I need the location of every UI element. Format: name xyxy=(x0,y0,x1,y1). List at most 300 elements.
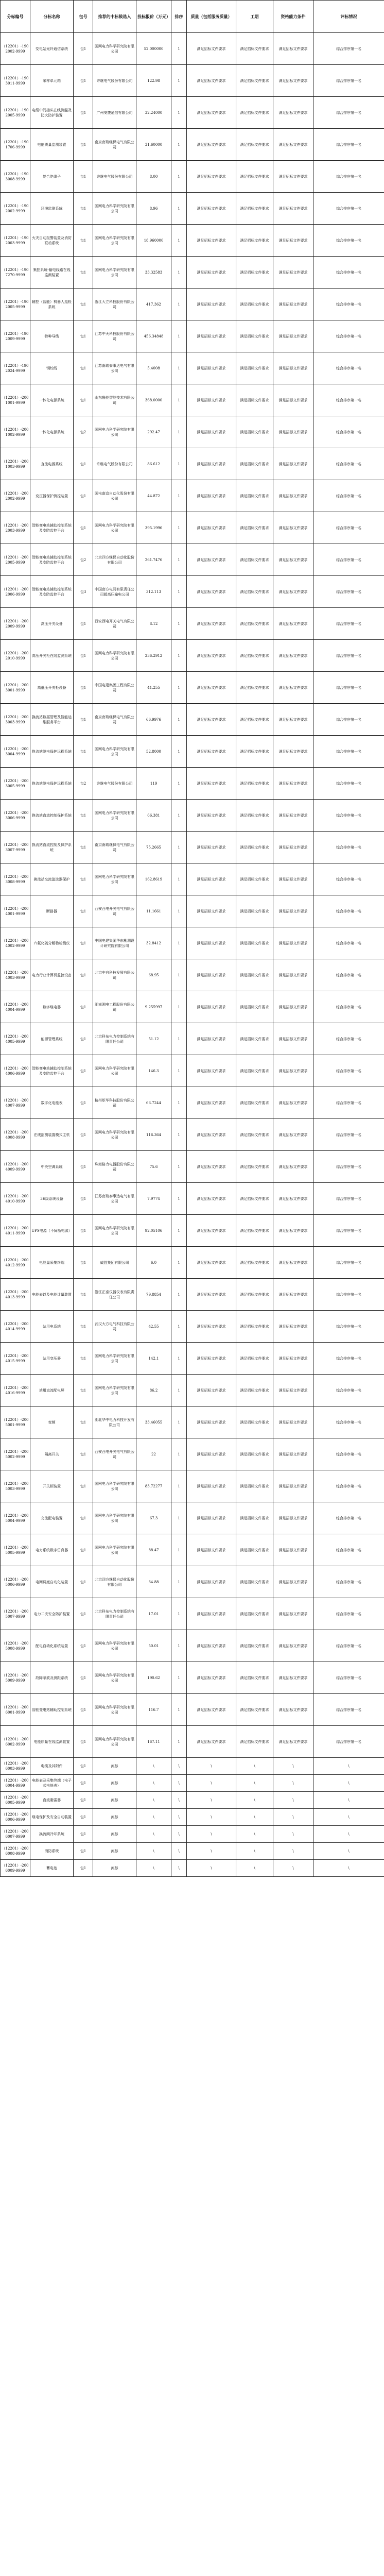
cell-schedule: \ xyxy=(236,1775,273,1792)
cell-package: 包1 xyxy=(74,1247,93,1279)
cell-qualification: 满足招标文件要求 xyxy=(273,480,313,512)
cell-quality: 满足招标文件要求 xyxy=(187,895,236,927)
cell-quality: 满足招标文件要求 xyxy=(187,33,236,65)
header-rank: 排序 xyxy=(171,1,187,33)
cell-package: 包1 xyxy=(74,1860,93,1877)
cell-evaluation: 综合排序第一名 xyxy=(313,512,384,544)
cell-schedule: 满足招标文件要求 xyxy=(236,576,273,608)
table-row xyxy=(1,1055,384,1087)
header-price: 投标报价（万元） xyxy=(136,1,171,33)
cell-quality: 满足招标文件要求 xyxy=(187,1662,236,1694)
cell-section-id: （12201）-1903011-9999 xyxy=(1,65,30,97)
cell-quality: 满足招标文件要求 xyxy=(187,480,236,512)
cell-schedule: 满足招标文件要求 xyxy=(236,1630,273,1662)
cell-evaluation: 综合排序第一名 xyxy=(313,1183,384,1215)
cell-qualification: 满足招标文件要求 xyxy=(273,1598,313,1630)
cell-candidate: 国网电力科学研究院有限公司 xyxy=(93,1055,136,1087)
cell-qualification: 满足招标文件要求 xyxy=(273,1343,313,1375)
cell-schedule: 满足招标文件要求 xyxy=(236,1343,273,1375)
cell-section-id: （12201）-2003007-9999 xyxy=(1,832,30,863)
cell-package: 包2 xyxy=(74,768,93,800)
cell-section-id: （12201）-2002006-9999 xyxy=(1,576,30,608)
cell-quality: 满足招标文件要求 xyxy=(187,257,236,289)
header-section-id: 分标编号 xyxy=(1,1,30,33)
cell-package: 包1 xyxy=(74,704,93,736)
cell-qualification: 满足招标文件要求 xyxy=(273,1311,313,1343)
cell-rank: \ xyxy=(171,1758,187,1775)
cell-qualification: 满足招标文件要求 xyxy=(273,1534,313,1566)
cell-rank: 1 xyxy=(171,863,187,895)
cell-qualification: 满足招标文件要求 xyxy=(273,704,313,736)
cell-candidate: 国网电力科学研究院有限公司 xyxy=(93,1470,136,1502)
cell-package: 包1 xyxy=(74,1566,93,1598)
cell-qualification: 满足招标文件要求 xyxy=(273,129,313,161)
cell-section-name: 隔离开关 xyxy=(30,1438,74,1470)
cell-section-name: 电能质量在线监测装置 xyxy=(30,1726,74,1758)
table-row xyxy=(1,129,384,161)
cell-evaluation: 综合排序第一名 xyxy=(313,544,384,576)
cell-evaluation: 综合排序第一名 xyxy=(313,1375,384,1406)
cell-price: 261.7476 xyxy=(136,544,171,576)
cell-evaluation: 综合排序第一名 xyxy=(313,736,384,768)
cell-price: \ xyxy=(136,1775,171,1792)
cell-candidate: 国网电力科学研究院有限公司 xyxy=(93,1215,136,1247)
cell-quality: 满足招标文件要求 xyxy=(187,544,236,576)
cell-candidate: 广州安捷通信有限公司 xyxy=(93,97,136,129)
table-row xyxy=(1,1247,384,1279)
cell-section-name: 换流阀冷却系统 xyxy=(30,1826,74,1843)
cell-section-id: （12201）-2004013-9999 xyxy=(1,1279,30,1311)
table-row xyxy=(1,608,384,640)
cell-evaluation: 综合排序第一名 xyxy=(313,33,384,65)
cell-section-id: （12201）-1902024-9999 xyxy=(1,352,30,384)
cell-price: 50.01 xyxy=(136,1630,171,1662)
cell-section-id: （12201）-1902002-9999 xyxy=(1,33,30,65)
cell-quality: 满足招标文件要求 xyxy=(187,161,236,193)
cell-candidate: 流标 xyxy=(93,1809,136,1826)
cell-package: 包1 xyxy=(74,863,93,895)
cell-schedule: \ xyxy=(236,1860,273,1877)
table-row xyxy=(1,1598,384,1630)
cell-schedule: 满足招标文件要求 xyxy=(236,1087,273,1119)
cell-price: 32.8412 xyxy=(136,927,171,959)
cell-qualification: 满足招标文件要求 xyxy=(273,384,313,416)
cell-evaluation: 综合排序第一名 xyxy=(313,320,384,352)
cell-schedule: 满足招标文件要求 xyxy=(236,863,273,895)
cell-price: 11.1661 xyxy=(136,895,171,927)
cell-section-id: （12201）-2004001-9999 xyxy=(1,895,30,927)
cell-rank: 1 xyxy=(171,1023,187,1055)
cell-price: 122.98 xyxy=(136,65,171,97)
cell-quality: 满足招标文件要求 xyxy=(187,959,236,991)
cell-package: 包1 xyxy=(74,1087,93,1119)
cell-package: 包3 xyxy=(74,576,93,608)
cell-section-id: （12201）-2005008-9999 xyxy=(1,1630,30,1662)
table-row xyxy=(1,1151,384,1183)
cell-package: 包1 xyxy=(74,1502,93,1534)
cell-section-name: 蓄电池 xyxy=(30,1860,74,1877)
cell-rank: 1 xyxy=(171,1502,187,1534)
cell-schedule: 满足招标文件要求 xyxy=(236,512,273,544)
cell-section-id: （12201）-1902002-9999 xyxy=(1,193,30,225)
cell-evaluation: 综合排序第一名 xyxy=(313,1087,384,1119)
cell-candidate: 国网电力科学研究院有限公司 xyxy=(93,863,136,895)
cell-section-name: 换流站交流滤波器保护 xyxy=(30,863,74,895)
cell-evaluation: 综合排序第一名 xyxy=(313,225,384,257)
cell-rank: 1 xyxy=(171,448,187,480)
cell-section-id: （12201）-2004008-9999 xyxy=(1,1119,30,1151)
cell-candidate: 南京南瑞继保电气有限公司 xyxy=(93,704,136,736)
cell-section-name: 智能变电站辅助控制系统 xyxy=(30,1694,74,1726)
cell-schedule: 满足招标文件要求 xyxy=(236,1726,273,1758)
cell-qualification: 满足招标文件要求 xyxy=(273,576,313,608)
table-row xyxy=(1,1406,384,1438)
cell-candidate: 国网电力科学研究院有限公司 xyxy=(93,225,136,257)
cell-section-id: （12201）-2005006-9999 xyxy=(1,1566,30,1598)
cell-evaluation: 综合排序第一名 xyxy=(313,640,384,672)
cell-section-name: 交流配电装置 xyxy=(30,1502,74,1534)
cell-section-id: （12201）-2006007-9999 xyxy=(1,1826,30,1843)
table-row xyxy=(1,1534,384,1566)
table-row xyxy=(1,65,384,97)
cell-candidate: 国网电力科学研究院有限公司 xyxy=(93,736,136,768)
cell-evaluation: 综合排序第一名 xyxy=(313,480,384,512)
table-row xyxy=(1,480,384,512)
cell-section-name: 集控系统-输电线路在线监测装置 xyxy=(30,257,74,289)
header-evaluation: 评标情况 xyxy=(313,1,384,33)
cell-schedule: 满足招标文件要求 xyxy=(236,448,273,480)
cell-schedule: 满足招标文件要求 xyxy=(236,193,273,225)
cell-rank: 1 xyxy=(171,225,187,257)
cell-schedule: 满足招标文件要求 xyxy=(236,1566,273,1598)
cell-rank: 1 xyxy=(171,672,187,704)
table-row xyxy=(1,1792,384,1809)
cell-section-name: 配电自动化系统装置 xyxy=(30,1630,74,1662)
cell-evaluation: 综合排序第一名 xyxy=(313,289,384,320)
cell-section-name: 变压器保护测控装置 xyxy=(30,480,74,512)
cell-price: 8.96 xyxy=(136,193,171,225)
cell-evaluation: 综合排序第一名 xyxy=(313,1311,384,1343)
cell-candidate: 国网电力科学研究院有限公司 xyxy=(93,1119,136,1151)
table-row xyxy=(1,704,384,736)
cell-schedule: 满足招标文件要求 xyxy=(236,384,273,416)
cell-quality: 满足招标文件要求 xyxy=(187,1119,236,1151)
cell-rank: \ xyxy=(171,1775,187,1792)
cell-rank: 1 xyxy=(171,1598,187,1630)
cell-quality: 满足招标文件要求 xyxy=(187,129,236,161)
cell-package: 包1 xyxy=(74,959,93,991)
cell-quality: 满足招标文件要求 xyxy=(187,1343,236,1375)
cell-section-id: （12201）-2003006-9999 xyxy=(1,800,30,832)
cell-rank: 1 xyxy=(171,129,187,161)
cell-package: 包2 xyxy=(74,544,93,576)
table-row xyxy=(1,289,384,320)
cell-evaluation: 综合排序第一名 xyxy=(313,800,384,832)
table-row xyxy=(1,1023,384,1055)
cell-section-name: 一体化电源系统 xyxy=(30,384,74,416)
cell-evaluation: 综合排序第一名 xyxy=(313,1726,384,1758)
cell-section-name: 站用电系统 xyxy=(30,1311,74,1343)
cell-qualification: 满足招标文件要求 xyxy=(273,1119,313,1151)
cell-package: 包2 xyxy=(74,416,93,448)
cell-package: 包1 xyxy=(74,1023,93,1055)
cell-evaluation: 综合排序第一名 xyxy=(313,863,384,895)
cell-qualification: 满足招标文件要求 xyxy=(273,991,313,1023)
cell-schedule: 满足招标文件要求 xyxy=(236,1119,273,1151)
cell-qualification: 满足招标文件要求 xyxy=(273,289,313,320)
cell-quality: 满足招标文件要求 xyxy=(187,1215,236,1247)
cell-evaluation: \ xyxy=(313,1792,384,1809)
cell-schedule: 满足招标文件要求 xyxy=(236,1279,273,1311)
cell-candidate: 流标 xyxy=(93,1758,136,1775)
cell-schedule: \ xyxy=(236,1826,273,1843)
cell-quality: 满足招标文件要求 xyxy=(187,1279,236,1311)
cell-evaluation: 综合排序第一名 xyxy=(313,1694,384,1726)
cell-schedule: 满足招标文件要求 xyxy=(236,736,273,768)
cell-schedule: 满足招标文件要求 xyxy=(236,1183,273,1215)
cell-qualification: 满足招标文件要求 xyxy=(273,65,313,97)
cell-rank: 1 xyxy=(171,1087,187,1119)
cell-price: 75.6 xyxy=(136,1151,171,1183)
cell-price: 92.05106 xyxy=(136,1215,171,1247)
cell-rank: 1 xyxy=(171,1311,187,1343)
cell-package: 包1 xyxy=(74,65,93,97)
cell-quality: 满足招标文件要求 xyxy=(187,1534,236,1566)
cell-candidate: 流标 xyxy=(93,1843,136,1860)
cell-rank: 1 xyxy=(171,1247,187,1279)
cell-section-id: （12201）-2001001-9999 xyxy=(1,384,30,416)
cell-schedule: 满足招标文件要求 xyxy=(236,1534,273,1566)
cell-evaluation: 综合排序第一名 xyxy=(313,1598,384,1630)
cell-rank: 1 xyxy=(171,1470,187,1502)
cell-rank: 1 xyxy=(171,1375,187,1406)
cell-candidate: 国网电力科学研究院有限公司 xyxy=(93,1534,136,1566)
table-row xyxy=(1,895,384,927)
cell-package: 包1 xyxy=(74,1775,93,1792)
cell-evaluation: 综合排序第一名 xyxy=(313,1566,384,1598)
cell-schedule: 满足招标文件要求 xyxy=(236,895,273,927)
cell-rank: 1 xyxy=(171,544,187,576)
cell-section-name: 高压开关设备 xyxy=(30,608,74,640)
cell-rank: 1 xyxy=(171,832,187,863)
cell-evaluation: 综合排序第一名 xyxy=(313,1470,384,1502)
table-row xyxy=(1,1470,384,1502)
cell-qualification: 满足招标文件要求 xyxy=(273,1087,313,1119)
cell-section-name: 直流电源系统 xyxy=(30,448,74,480)
table-row xyxy=(1,832,384,863)
cell-evaluation: 综合排序第一名 xyxy=(313,352,384,384)
cell-price: 67.3 xyxy=(136,1502,171,1534)
cell-candidate: 许继电气股份有限公司 xyxy=(93,448,136,480)
cell-evaluation: 综合排序第一名 xyxy=(313,704,384,736)
cell-evaluation: 综合排序第一名 xyxy=(313,1023,384,1055)
cell-qualification: 满足招标文件要求 xyxy=(273,1151,313,1183)
table-row xyxy=(1,1311,384,1343)
cell-section-id: （12201）-2002002-9999 xyxy=(1,480,30,512)
cell-quality: 满足招标文件要求 xyxy=(187,576,236,608)
cell-schedule: 满足招标文件要求 xyxy=(236,608,273,640)
cell-section-id: （12201）-2004016-9999 xyxy=(1,1375,30,1406)
cell-price: 79.8854 xyxy=(136,1279,171,1311)
cell-price: 417.362 xyxy=(136,289,171,320)
cell-package: 包1 xyxy=(74,289,93,320)
cell-qualification: \ xyxy=(273,1860,313,1877)
header-package: 包号 xyxy=(74,1,93,33)
cell-quality: 满足招标文件要求 xyxy=(187,1023,236,1055)
cell-package: 包1 xyxy=(74,384,93,416)
cell-schedule: 满足招标文件要求 xyxy=(236,800,273,832)
cell-evaluation: \ xyxy=(313,1843,384,1860)
cell-candidate: 中国电建集团华东勘测设计研究院有限公司 xyxy=(93,927,136,959)
cell-section-id: （12201）-2004007-9999 xyxy=(1,1087,30,1119)
cell-schedule: 满足招标文件要求 xyxy=(236,1375,273,1406)
cell-schedule: \ xyxy=(236,1792,273,1809)
cell-package: 包1 xyxy=(74,1758,93,1775)
cell-section-id: （12201）-2006006-9999 xyxy=(1,1809,30,1826)
cell-section-name: 变频 xyxy=(30,1406,74,1438)
cell-rank: \ xyxy=(171,1860,187,1877)
cell-section-name: 数字化电能表 xyxy=(30,1087,74,1119)
cell-quality: 满足招标文件要求 xyxy=(187,1726,236,1758)
cell-quality: 满足招标文件要求 xyxy=(187,1406,236,1438)
cell-package: 包1 xyxy=(74,352,93,384)
cell-quality: 满足招标文件要求 xyxy=(187,225,236,257)
cell-rank: 1 xyxy=(171,320,187,352)
cell-price: 33.32583 xyxy=(136,257,171,289)
cell-price: 88.47 xyxy=(136,1534,171,1566)
cell-section-id: （12201）-2006004-9999 xyxy=(1,1775,30,1792)
cell-candidate: 武汉大方电气科技有限公司 xyxy=(93,1311,136,1343)
cell-section-name: UPS电源（不间断电源） xyxy=(30,1215,74,1247)
cell-section-id: （12201）-2006009-9999 xyxy=(1,1860,30,1877)
cell-price: 142.1 xyxy=(136,1343,171,1375)
cell-price: 8.00 xyxy=(136,161,171,193)
cell-schedule: 满足招标文件要求 xyxy=(236,257,273,289)
cell-evaluation: 综合排序第一名 xyxy=(313,1343,384,1375)
table-row xyxy=(1,991,384,1023)
cell-quality: 满足招标文件要求 xyxy=(187,448,236,480)
cell-price: 167.11 xyxy=(136,1726,171,1758)
cell-section-name: 电能表及采集终端（电子式电能表） xyxy=(30,1775,74,1792)
cell-package: 包1 xyxy=(74,257,93,289)
cell-rank: 1 xyxy=(171,1534,187,1566)
cell-quality: 满足招标文件要求 xyxy=(187,512,236,544)
cell-qualification: 满足招标文件要求 xyxy=(273,1247,313,1279)
cell-package: 包1 xyxy=(74,225,93,257)
table-row xyxy=(1,1343,384,1375)
cell-schedule: 满足招标文件要求 xyxy=(236,320,273,352)
cell-rank: 1 xyxy=(171,736,187,768)
cell-section-name: 数字继电器 xyxy=(30,991,74,1023)
cell-candidate: 北京四方继保自动化股份有限公司 xyxy=(93,1566,136,1598)
cell-evaluation: 综合排序第一名 xyxy=(313,1055,384,1087)
cell-qualification: 满足招标文件要求 xyxy=(273,1375,313,1406)
cell-evaluation: 综合排序第一名 xyxy=(313,1119,384,1151)
cell-schedule: 满足招标文件要求 xyxy=(236,768,273,800)
cell-price: 83.72277 xyxy=(136,1470,171,1502)
cell-section-name: 环境监测系统 xyxy=(30,193,74,225)
cell-quality: \ xyxy=(187,1792,236,1809)
cell-candidate: 西安西电开关电气有限公司 xyxy=(93,895,136,927)
cell-price: 68.95 xyxy=(136,959,171,991)
cell-quality: 满足招标文件要求 xyxy=(187,65,236,97)
cell-quality: 满足招标文件要求 xyxy=(187,1630,236,1662)
cell-package: 包1 xyxy=(74,193,93,225)
cell-evaluation: 综合排序第一名 xyxy=(313,1630,384,1662)
cell-schedule: 满足招标文件要求 xyxy=(236,959,273,991)
cell-package: 包1 xyxy=(74,895,93,927)
cell-package: 包1 xyxy=(74,1406,93,1438)
cell-evaluation: 综合排序第一名 xyxy=(313,895,384,927)
cell-schedule: 满足招标文件要求 xyxy=(236,1598,273,1630)
cell-quality: 满足招标文件要求 xyxy=(187,1055,236,1087)
cell-price: 44.872 xyxy=(136,480,171,512)
cell-price: 75.2665 xyxy=(136,832,171,863)
cell-rank: 1 xyxy=(171,1566,187,1598)
cell-section-id: （12201）-2005007-9999 xyxy=(1,1598,30,1630)
cell-quality: 满足招标文件要求 xyxy=(187,1470,236,1502)
cell-rank: 1 xyxy=(171,640,187,672)
cell-evaluation: 综合排序第一名 xyxy=(313,959,384,991)
cell-evaluation: 综合排序第一名 xyxy=(313,97,384,129)
cell-section-id: （12201）-1902009-9999 xyxy=(1,320,30,352)
cell-quality: 满足招标文件要求 xyxy=(187,352,236,384)
cell-candidate: 流标 xyxy=(93,1826,136,1843)
cell-evaluation: 综合排序第一名 xyxy=(313,257,384,289)
cell-section-id: （12201）-2006003-9999 xyxy=(1,1758,30,1775)
cell-evaluation: 综合排序第一名 xyxy=(313,1279,384,1311)
cell-price: 51.12 xyxy=(136,1023,171,1055)
cell-package: 包1 xyxy=(74,1119,93,1151)
cell-section-name: 换流站数据管理及智能运维服务平台 xyxy=(30,704,74,736)
cell-package: 包1 xyxy=(74,480,93,512)
cell-qualification: 满足招标文件要求 xyxy=(273,1630,313,1662)
cell-rank: 1 xyxy=(171,33,187,65)
cell-candidate: 国网电力科学研究院有限公司 xyxy=(93,1502,136,1534)
cell-section-id: （12201）-2003003-9999 xyxy=(1,704,30,736)
cell-quality: \ xyxy=(187,1809,236,1826)
cell-price: 18.960000 xyxy=(136,225,171,257)
cell-price: 66.7244 xyxy=(136,1087,171,1119)
cell-candidate: 国网电力科学研究院有限公司 xyxy=(93,1630,136,1662)
cell-section-name: 电力二次安全防护装置 xyxy=(30,1598,74,1630)
cell-package: 包1 xyxy=(74,129,93,161)
cell-qualification: 满足招标文件要求 xyxy=(273,895,313,927)
cell-section-id: （12201）-2004011-9999 xyxy=(1,1215,30,1247)
cell-package: 包1 xyxy=(74,1311,93,1343)
cell-price: 34.88 xyxy=(136,1566,171,1598)
cell-evaluation: 综合排序第一名 xyxy=(313,65,384,97)
cell-rank: 1 xyxy=(171,991,187,1023)
cell-qualification: 满足招标文件要求 xyxy=(273,832,313,863)
cell-rank: 1 xyxy=(171,576,187,608)
cell-qualification: \ xyxy=(273,1775,313,1792)
cell-price: 22 xyxy=(136,1438,171,1470)
cell-quality: 满足招标文件要求 xyxy=(187,800,236,832)
table-row xyxy=(1,1860,384,1877)
cell-section-name: 高低压开关柜设备 xyxy=(30,672,74,704)
cell-candidate: 江苏南瑞泰事达电气有限公司 xyxy=(93,352,136,384)
cell-quality: 满足招标文件要求 xyxy=(187,1183,236,1215)
cell-candidate: 北京科东电力控制系统有限责任公司 xyxy=(93,1598,136,1630)
header-quality: 质量（包括服务质量） xyxy=(187,1,236,33)
cell-price: 368.0000 xyxy=(136,384,171,416)
cell-qualification: 满足招标文件要求 xyxy=(273,1023,313,1055)
cell-candidate: 流标 xyxy=(93,1860,136,1877)
table-row xyxy=(1,225,384,257)
cell-candidate: 国网电力科学研究院有限公司 xyxy=(93,1694,136,1726)
table-row xyxy=(1,161,384,193)
